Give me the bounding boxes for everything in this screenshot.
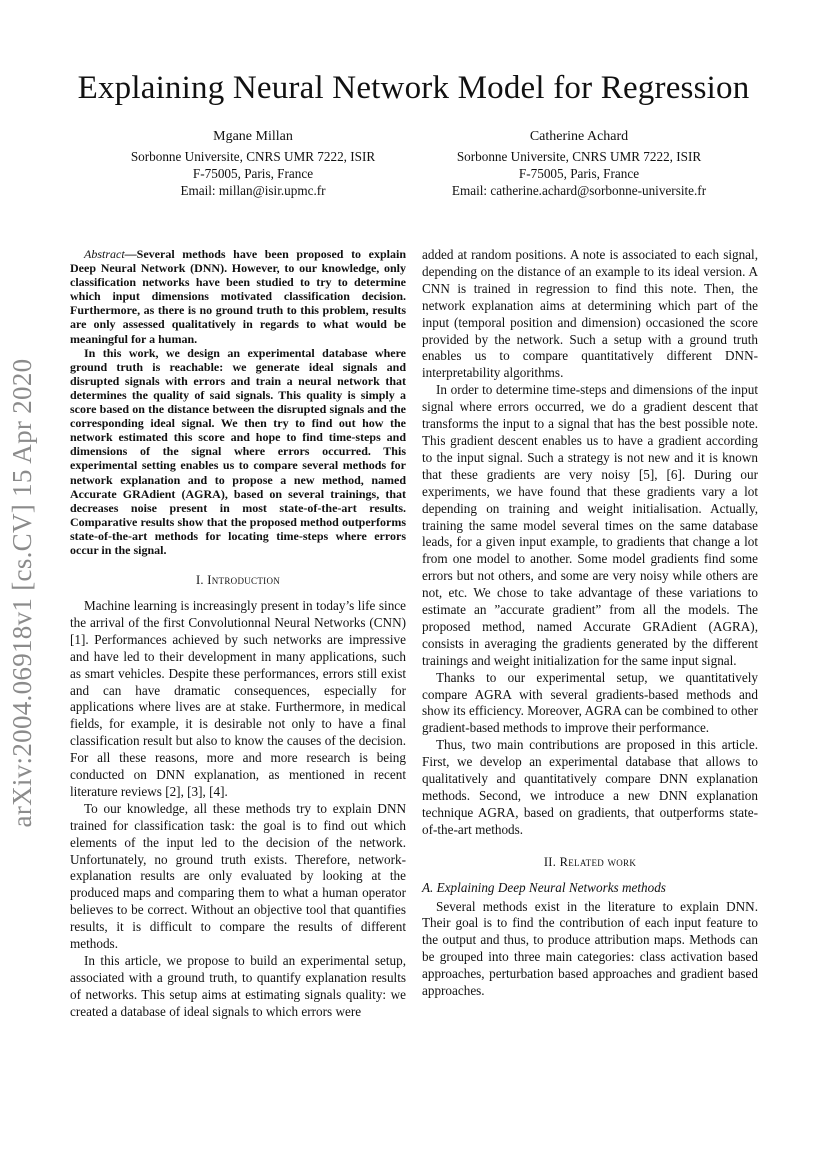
section-title: Introduction <box>207 573 281 588</box>
section-heading-related-work <box>422 854 758 871</box>
right-column <box>422 247 758 1000</box>
author-block-1 <box>88 128 418 199</box>
section-title: Related work <box>559 854 637 869</box>
section-heading-introduction <box>70 572 406 589</box>
section-number: II. <box>543 854 557 869</box>
author-address: F-75005, Paris, France <box>518 166 640 181</box>
related-paragraph-1: Several methods exist in the literature to explain DNN. Their goal is to find the contribution of each input feature to the output and thus, to produce attribution maps. Methods can be grouped into three main categories: class activation based approaches, perturbation based approaches and gradient based approaches. <box>422 898 758 999</box>
author-email: Email: millan@isir.upmc.fr <box>180 183 326 198</box>
abstract-dash: — <box>124 247 137 261</box>
abstract-paragraph-2: In this work, we design an experimental database where ground truth is reachable: we generate ideal signals and disrupted signals with errors and train a neural network that determines the quality of said signals. This quality is simply a score based on the distance between the disrupted signals and the corresponding ideal signal. We then try to find out how the network estimated this score and hope to find time-steps and dimensions of the signal where errors occurred. This experimental setting enables us to compare several methods for network explanation and to propose a new method, named Accurate GRAdient (AGRA), based on several trainings, that decreases noise present in most state-of-the-art results. Comparative results show that the proposed method outperforms state-of-the-art methods for locating time-steps where errors occur in the signal. <box>70 345 406 557</box>
subsection-heading: A. Explaining Deep Neural Networks methods <box>422 879 666 895</box>
author-address: F-75005, Paris, France <box>192 166 314 181</box>
author-email: Email: catherine.achard@sorbonne-universite.fr <box>451 183 707 198</box>
author-affiliation: Sorbonne Universite, CNRS UMR 7222, ISIR <box>456 149 702 164</box>
left-column <box>70 247 406 1021</box>
intro-paragraph-2: To our knowledge, all these methods try to explain DNN trained for classification task: the goal is to find out which elements of the input led to the decision of the network. Unfortunately, no ground truth exists. Therefore, network-explanation results are only evaluated by looking at the produced maps and comparing them to what a human operator believes to be correct. Without an objective tool that quantifies results, it is difficult to compare the results of different methods. <box>70 800 406 952</box>
section-number: I. <box>195 573 204 588</box>
abstract <box>70 247 406 557</box>
intro-paragraph-3: In this article, we propose to build an experimental setup, associated with a ground truth, to quantify explanation results of networks. This setup aims at estimating signals quality: we created a database of ideal signals to which errors were <box>70 953 406 1019</box>
intro-paragraph-4: In order to determine time-steps and dimensions of the input signal where errors occurred, we do a gradient descent that transforms the input to a signal that has the best possible note. This gradient descent enables us to have a gradient according to the input signal. Such a strategy is not new and it is known that these gradients are very noisy [5], [6]. During our experiments, we have found that these gradients vary a lot depending on training and weight initialisation. Actually, training the same model several times on the same database leads, for a given input example, to gradients that change a lot from one model to another. Some model gradients find some errors but not others, and some are very noisy while others are not, etc. We chose to take advantage of these variations to estimate an ”accurate gradient” from all the models. The proposed method, named Accurate GRAdient (AGRA), consists in averaging the gradients generated by the different trainings and weight initialization for the same input signal. <box>422 382 758 668</box>
abstract-lead: Abstract <box>84 247 125 261</box>
intro-paragraph-5: Thanks to our experimental setup, we quantitatively compare AGRA with several gradients-based methods and show its efficiency. Moreover, AGRA can be combined to other gradient-based methods to improve their performance. <box>422 669 758 736</box>
author-name: Mgane Millan <box>213 129 293 144</box>
author-name: Catherine Achard <box>529 129 629 144</box>
intro-paragraph-1: Machine learning is increasingly present in today’s life since the arrival of the first Convolutionnal Neural Networks (CNN) [1]. Performances achieved by such networks are impressive and have led to their development in many applications, such as smart vehicles. Despite these performances, errors still exist and can have dramatic consequences, especially for applications where lives are at stake. Furthermore, in medical fields, for example, it is desirable not only to have a final classification result but also to know the causes of the decision. For all these reasons, more and more research is being conducted on DNN explanation, as mentioned in recent literature reviews [2], [3], [4]. <box>70 597 406 799</box>
author-block-2 <box>414 128 744 199</box>
arxiv-stamp: arXiv:2004.06918v1 [cs.CV] 15 Apr 2020 <box>7 358 37 828</box>
author-affiliation: Sorbonne Universite, CNRS UMR 7222, ISIR <box>130 149 376 164</box>
abstract-paragraph-1: Several methods have been proposed to explain Deep Neural Network (DNN). However, to our knowledge, only classification networks have been studied to try to determine which input dimensions motivated classification decision. Furthermore, as there is no ground truth to this problem, results are only assessed qualitatively in regards to what would be meaningful for a human. <box>70 247 406 346</box>
paper-title: Explaining Neural Network Model for Regression <box>77 70 750 106</box>
intro-paragraph-6: Thus, two main contributions are proposed in this article. First, we develop an experimental database that allows to qualitatively and quantitatively compare DNN explanation methods. Second, we introduce a new DNN explanation technique AGRA, based on gradients, that outperforms state-of-the-art methods. <box>422 737 758 837</box>
intro-continuation: added at random positions. A note is associated to each signal, depending on the distance of an example to its ideal version. A CNN is trained in regression to find this note. Then, the network explanation aims at determining which part of the input (temporal position and dimension) occasioned the score provided by the network. Such a setup with a ground truth enables us to compare quantitatively different DNN-interpretability algorithms. <box>422 247 758 381</box>
